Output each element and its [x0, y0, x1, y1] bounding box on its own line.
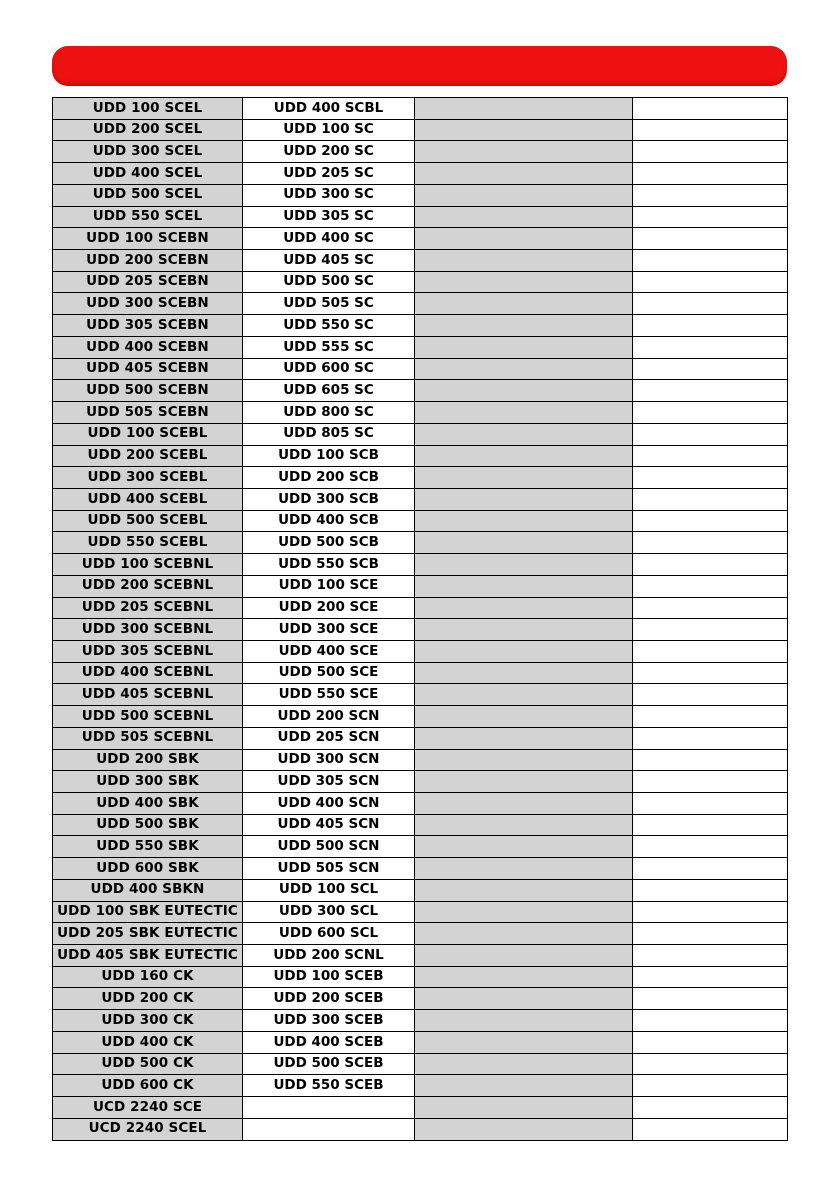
- model-cell-col2: UDD 550 SC: [243, 315, 415, 337]
- empty-cell-col4: [633, 98, 788, 120]
- model-cell-col1: UDD 160 CK: [53, 966, 243, 988]
- model-cell-col2: UDD 100 SCL: [243, 879, 415, 901]
- model-cell-col2: UDD 305 SC: [243, 206, 415, 228]
- table-row: [53, 510, 788, 532]
- empty-cell-col4: [633, 771, 788, 793]
- empty-cell-col4: [633, 879, 788, 901]
- model-cell-col2: UDD 200 SCEB: [243, 988, 415, 1010]
- empty-cell-col4: [633, 684, 788, 706]
- table-row: [53, 380, 788, 402]
- model-cell-col1: UDD 200 SBK: [53, 749, 243, 771]
- model-cell-col2: UDD 550 SCE: [243, 684, 415, 706]
- empty-cell-col4: [633, 358, 788, 380]
- table-row: [53, 271, 788, 293]
- empty-cell-col3: [415, 423, 633, 445]
- empty-cell-col3: [415, 814, 633, 836]
- empty-cell-col3: [415, 706, 633, 728]
- empty-cell-col4: [633, 1118, 788, 1140]
- empty-cell-col4: [633, 619, 788, 641]
- model-cell-col1: UDD 600 CK: [53, 1075, 243, 1097]
- table-row: [53, 1010, 788, 1032]
- empty-cell-col3: [415, 793, 633, 815]
- table-row: [53, 141, 788, 163]
- empty-cell-col4: [633, 858, 788, 880]
- model-cell-col1: UDD 405 SCEBN: [53, 358, 243, 380]
- model-cell-col1: UDD 205 SBK EUTECTIC: [53, 923, 243, 945]
- model-cell-col2: UDD 600 SC: [243, 358, 415, 380]
- model-cell-col1: UDD 505 SCEBN: [53, 402, 243, 424]
- empty-cell-col4: [633, 945, 788, 967]
- table-row: [53, 923, 788, 945]
- empty-cell-col3: [415, 1053, 633, 1075]
- empty-cell-col4: [633, 554, 788, 576]
- table-row: [53, 684, 788, 706]
- model-cell-col1: UDD 100 SCEBNL: [53, 554, 243, 576]
- empty-cell-col4: [633, 532, 788, 554]
- empty-cell-col4: [633, 640, 788, 662]
- empty-cell-col4: [633, 1075, 788, 1097]
- table-row: [53, 662, 788, 684]
- table-row: [53, 901, 788, 923]
- model-cell-col2: UDD 500 SCE: [243, 662, 415, 684]
- table-row: [53, 1118, 788, 1140]
- model-cell-col2: UDD 200 SC: [243, 141, 415, 163]
- empty-cell-col3: [415, 727, 633, 749]
- model-cell-col2: UDD 500 SC: [243, 271, 415, 293]
- empty-cell-col4: [633, 1010, 788, 1032]
- table-row: [53, 293, 788, 315]
- model-cell-col2: UDD 200 SCN: [243, 706, 415, 728]
- title-banner: [52, 46, 787, 86]
- empty-cell-col3: [415, 988, 633, 1010]
- model-cell-col2: UDD 300 SCB: [243, 488, 415, 510]
- empty-cell-col3: [415, 923, 633, 945]
- empty-cell-col3: [415, 836, 633, 858]
- model-cell-col2: UDD 600 SCL: [243, 923, 415, 945]
- empty-cell-col3: [415, 945, 633, 967]
- model-cell-col1: UDD 300 SCEBNL: [53, 619, 243, 641]
- empty-cell-col3: [415, 488, 633, 510]
- empty-cell-col4: [633, 402, 788, 424]
- model-cell-col1: UDD 300 SCEBL: [53, 467, 243, 489]
- model-cell-col1: UDD 500 SCEBL: [53, 510, 243, 532]
- empty-cell-col4: [633, 749, 788, 771]
- empty-cell-col3: [415, 1075, 633, 1097]
- model-cell-col2: UDD 500 SCEB: [243, 1053, 415, 1075]
- model-cell-col2: UDD 555 SC: [243, 336, 415, 358]
- table-row: [53, 336, 788, 358]
- empty-cell-col4: [633, 119, 788, 141]
- model-cell-col1: UDD 305 SCEBNL: [53, 640, 243, 662]
- model-cell-col2: UDD 205 SC: [243, 163, 415, 185]
- model-cell-col2: UDD 100 SCEB: [243, 966, 415, 988]
- empty-cell-col3: [415, 184, 633, 206]
- model-cell-col2: UDD 400 SCEB: [243, 1031, 415, 1053]
- model-cell-col2: UDD 400 SCE: [243, 640, 415, 662]
- empty-cell-col3: [415, 966, 633, 988]
- table-row: [53, 858, 788, 880]
- table-row: [53, 1075, 788, 1097]
- model-cell-col2: UDD 500 SCB: [243, 532, 415, 554]
- model-cell-col1: UDD 500 CK: [53, 1053, 243, 1075]
- table-row: [53, 706, 788, 728]
- empty-cell-col3: [415, 684, 633, 706]
- model-cell-col2: UDD 800 SC: [243, 402, 415, 424]
- table-row: [53, 423, 788, 445]
- empty-cell-col3: [415, 293, 633, 315]
- table-row: [53, 119, 788, 141]
- model-cell-col1: UDD 400 CK: [53, 1031, 243, 1053]
- empty-cell-col3: [415, 879, 633, 901]
- empty-cell-col3: [415, 575, 633, 597]
- model-cell-col1: UDD 100 SCEBN: [53, 228, 243, 250]
- model-cell-col1: UDD 205 SCEBNL: [53, 597, 243, 619]
- empty-cell-col3: [415, 141, 633, 163]
- empty-cell-col4: [633, 141, 788, 163]
- model-cell-col2: UDD 500 SCN: [243, 836, 415, 858]
- model-cell-col2: UDD 505 SCN: [243, 858, 415, 880]
- empty-cell-col4: [633, 510, 788, 532]
- table-row: [53, 250, 788, 272]
- model-cell-col1: UDD 200 SCEBN: [53, 250, 243, 272]
- empty-cell-col3: [415, 554, 633, 576]
- empty-cell-col4: [633, 901, 788, 923]
- empty-cell-col3: [415, 206, 633, 228]
- empty-cell-col3: [415, 1097, 633, 1119]
- empty-cell-col4: [633, 467, 788, 489]
- empty-cell-col4: [633, 988, 788, 1010]
- model-cell-col2: UDD 405 SC: [243, 250, 415, 272]
- model-cell-col2: [243, 1118, 415, 1140]
- model-cell-col1: UDD 300 SBK: [53, 771, 243, 793]
- empty-cell-col4: [633, 836, 788, 858]
- table-row: [53, 315, 788, 337]
- model-cell-col2: UDD 300 SCE: [243, 619, 415, 641]
- model-cell-col2: UDD 205 SCN: [243, 727, 415, 749]
- empty-cell-col4: [633, 793, 788, 815]
- table-row: [53, 532, 788, 554]
- table-row: [53, 597, 788, 619]
- table-row: [53, 98, 788, 120]
- empty-cell-col3: [415, 532, 633, 554]
- table-row: [53, 619, 788, 641]
- table-row: [53, 836, 788, 858]
- model-cell-col2: UDD 505 SC: [243, 293, 415, 315]
- table-row: [53, 1053, 788, 1075]
- model-cell-col1: UDD 200 SCEBL: [53, 445, 243, 467]
- model-cell-col1: UCD 2240 SCE: [53, 1097, 243, 1119]
- model-cell-col2: UDD 550 SCB: [243, 554, 415, 576]
- model-cell-col1: UDD 300 CK: [53, 1010, 243, 1032]
- model-cell-col1: UDD 550 SCEBL: [53, 532, 243, 554]
- model-cell-col1: UDD 405 SCEBNL: [53, 684, 243, 706]
- model-cell-col1: UDD 400 SCEBN: [53, 336, 243, 358]
- model-cell-col2: UDD 200 SCB: [243, 467, 415, 489]
- empty-cell-col4: [633, 293, 788, 315]
- empty-cell-col3: [415, 119, 633, 141]
- empty-cell-col4: [633, 380, 788, 402]
- empty-cell-col3: [415, 901, 633, 923]
- empty-cell-col3: [415, 467, 633, 489]
- empty-cell-col4: [633, 706, 788, 728]
- model-cell-col1: UDD 100 SCEL: [53, 98, 243, 120]
- empty-cell-col4: [633, 228, 788, 250]
- model-cell-col1: UDD 550 SCEL: [53, 206, 243, 228]
- table-row: [53, 640, 788, 662]
- model-cell-col1: UDD 400 SBK: [53, 793, 243, 815]
- model-cell-col1: UDD 300 SCEL: [53, 141, 243, 163]
- model-cell-col2: UDD 305 SCN: [243, 771, 415, 793]
- empty-cell-col4: [633, 1097, 788, 1119]
- table-row: [53, 771, 788, 793]
- model-cell-col1: UDD 100 SBK EUTECTIC: [53, 901, 243, 923]
- table-row: [53, 793, 788, 815]
- model-cell-col2: UDD 300 SCN: [243, 749, 415, 771]
- model-cell-col1: UDD 205 SCEBN: [53, 271, 243, 293]
- empty-cell-col4: [633, 250, 788, 272]
- empty-cell-col4: [633, 423, 788, 445]
- table-row: [53, 184, 788, 206]
- model-cell-col1: UDD 500 SCEL: [53, 184, 243, 206]
- table-row: [53, 575, 788, 597]
- table-row: [53, 358, 788, 380]
- table-row: [53, 727, 788, 749]
- empty-cell-col3: [415, 402, 633, 424]
- model-cell-col2: UDD 300 SC: [243, 184, 415, 206]
- empty-cell-col4: [633, 336, 788, 358]
- empty-cell-col3: [415, 445, 633, 467]
- table-row: [53, 206, 788, 228]
- empty-cell-col4: [633, 315, 788, 337]
- empty-cell-col4: [633, 575, 788, 597]
- table-row: [53, 814, 788, 836]
- model-cell-col1: UDD 300 SCEBN: [53, 293, 243, 315]
- empty-cell-col3: [415, 597, 633, 619]
- table-row: [53, 1097, 788, 1119]
- empty-cell-col3: [415, 1118, 633, 1140]
- table-row: [53, 879, 788, 901]
- model-cell-col1: UDD 100 SCEBL: [53, 423, 243, 445]
- empty-cell-col3: [415, 380, 633, 402]
- table-row: [53, 988, 788, 1010]
- model-cell-col1: UDD 500 SCEBNL: [53, 706, 243, 728]
- table-row: [53, 163, 788, 185]
- model-cell-col1: UDD 400 SCEBL: [53, 488, 243, 510]
- model-cell-col1: UDD 400 SCEL: [53, 163, 243, 185]
- model-cell-col1: UCD 2240 SCEL: [53, 1118, 243, 1140]
- empty-cell-col4: [633, 271, 788, 293]
- table-row: [53, 1031, 788, 1053]
- empty-cell-col4: [633, 727, 788, 749]
- table-row: [53, 445, 788, 467]
- model-cell-col1: UDD 505 SCEBNL: [53, 727, 243, 749]
- table-row: [53, 749, 788, 771]
- empty-cell-col4: [633, 184, 788, 206]
- empty-cell-col4: [633, 966, 788, 988]
- model-cell-col1: UDD 500 SCEBN: [53, 380, 243, 402]
- model-table: [52, 97, 788, 1141]
- empty-cell-col4: [633, 814, 788, 836]
- empty-cell-col3: [415, 163, 633, 185]
- model-cell-col1: UDD 405 SBK EUTECTIC: [53, 945, 243, 967]
- model-cell-col2: UDD 100 SCB: [243, 445, 415, 467]
- model-cell-col2: UDD 200 SCNL: [243, 945, 415, 967]
- empty-cell-col4: [633, 1031, 788, 1053]
- empty-cell-col4: [633, 488, 788, 510]
- empty-cell-col3: [415, 640, 633, 662]
- model-cell-col1: UDD 500 SBK: [53, 814, 243, 836]
- model-cell-col2: UDD 605 SC: [243, 380, 415, 402]
- table-row: [53, 467, 788, 489]
- model-cell-col1: UDD 400 SCEBNL: [53, 662, 243, 684]
- empty-cell-col4: [633, 206, 788, 228]
- model-cell-col2: UDD 200 SCE: [243, 597, 415, 619]
- empty-cell-col4: [633, 662, 788, 684]
- model-cell-col1: UDD 200 SCEBNL: [53, 575, 243, 597]
- table-row: [53, 228, 788, 250]
- model-cell-col2: UDD 100 SCE: [243, 575, 415, 597]
- empty-cell-col3: [415, 315, 633, 337]
- empty-cell-col4: [633, 597, 788, 619]
- table-row: [53, 945, 788, 967]
- empty-cell-col3: [415, 1010, 633, 1032]
- model-cell-col1: UDD 400 SBKN: [53, 879, 243, 901]
- model-table-body: [53, 98, 788, 1141]
- table-row: [53, 554, 788, 576]
- empty-cell-col3: [415, 510, 633, 532]
- model-cell-col1: UDD 200 CK: [53, 988, 243, 1010]
- model-cell-col2: UDD 300 SCEB: [243, 1010, 415, 1032]
- empty-cell-col4: [633, 923, 788, 945]
- empty-cell-col3: [415, 228, 633, 250]
- model-cell-col2: UDD 400 SCB: [243, 510, 415, 532]
- empty-cell-col4: [633, 445, 788, 467]
- model-cell-col2: [243, 1097, 415, 1119]
- empty-cell-col3: [415, 619, 633, 641]
- empty-cell-col3: [415, 749, 633, 771]
- empty-cell-col4: [633, 163, 788, 185]
- empty-cell-col3: [415, 98, 633, 120]
- empty-cell-col3: [415, 271, 633, 293]
- model-cell-col2: UDD 300 SCL: [243, 901, 415, 923]
- empty-cell-col3: [415, 858, 633, 880]
- model-cell-col1: UDD 550 SBK: [53, 836, 243, 858]
- table-row: [53, 966, 788, 988]
- empty-cell-col3: [415, 358, 633, 380]
- empty-cell-col3: [415, 771, 633, 793]
- model-cell-col2: UDD 400 SC: [243, 228, 415, 250]
- empty-cell-col3: [415, 250, 633, 272]
- model-cell-col2: UDD 100 SC: [243, 119, 415, 141]
- model-cell-col1: UDD 305 SCEBN: [53, 315, 243, 337]
- model-cell-col2: UDD 405 SCN: [243, 814, 415, 836]
- model-cell-col2: UDD 400 SCN: [243, 793, 415, 815]
- empty-cell-col3: [415, 1031, 633, 1053]
- model-cell-col1: UDD 200 SCEL: [53, 119, 243, 141]
- model-cell-col2: UDD 550 SCEB: [243, 1075, 415, 1097]
- model-cell-col1: UDD 600 SBK: [53, 858, 243, 880]
- empty-cell-col3: [415, 662, 633, 684]
- table-row: [53, 488, 788, 510]
- empty-cell-col3: [415, 336, 633, 358]
- table-row: [53, 402, 788, 424]
- empty-cell-col4: [633, 1053, 788, 1075]
- model-cell-col2: UDD 400 SCBL: [243, 98, 415, 120]
- model-cell-col2: UDD 805 SC: [243, 423, 415, 445]
